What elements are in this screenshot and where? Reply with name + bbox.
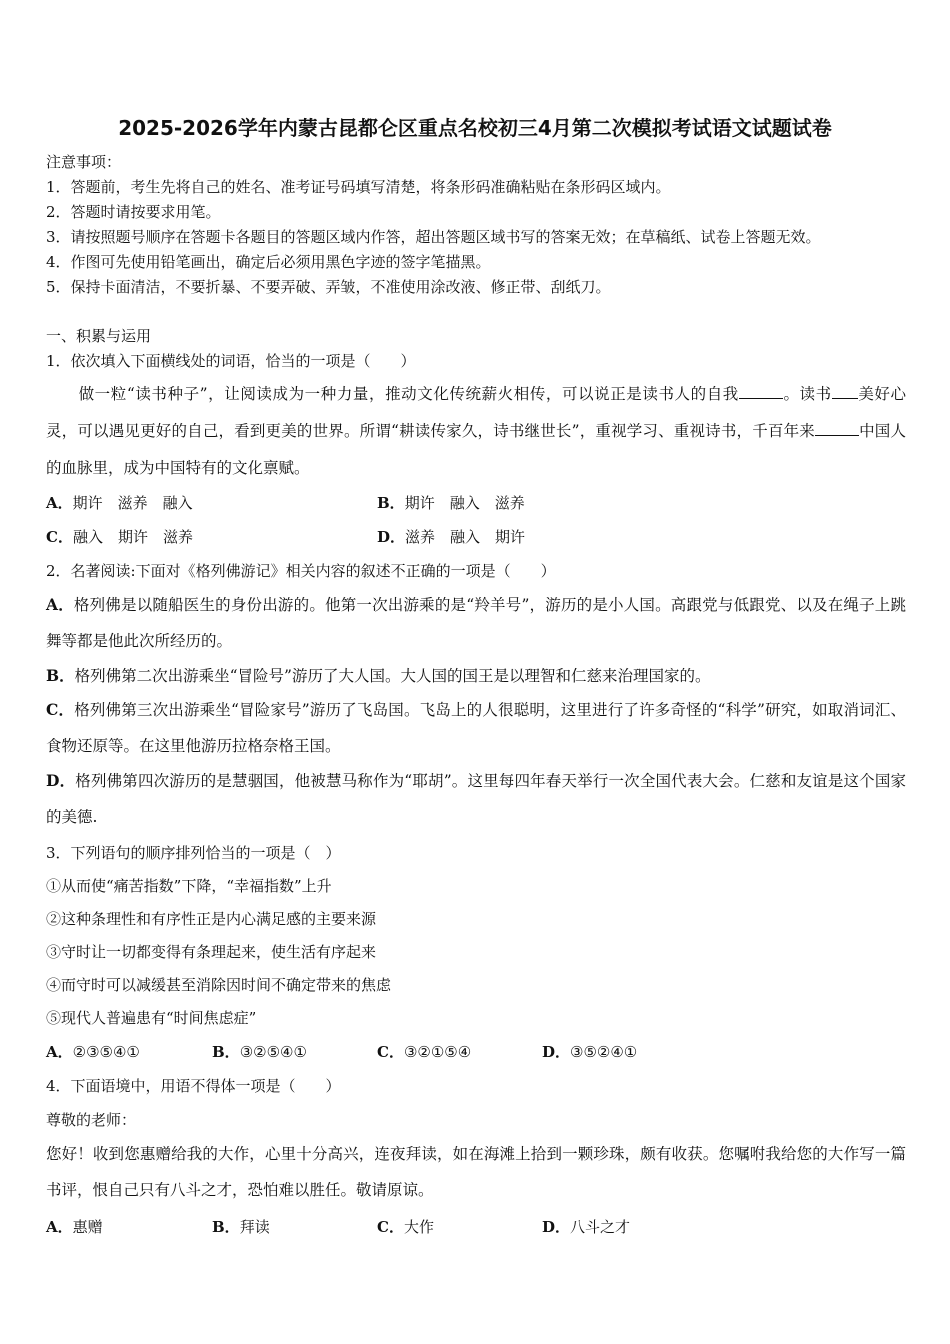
option-text: 期许 滋养 融入	[72, 494, 193, 512]
letter-salutation: 尊敬的老师：	[46, 1111, 137, 1129]
option-d	[542, 1042, 637, 1062]
option-c	[46, 527, 193, 547]
notice-item: 4．作图可先使用铅笔画出，确定后必须用黑色字迹的签字笔描黑。	[46, 253, 491, 271]
option-label: D．	[542, 1218, 571, 1236]
option-b	[212, 1042, 307, 1062]
option-label: A．	[46, 494, 73, 512]
passage-text: 美好心灵，可以遇见更好的自己，看到更美的世界。所谓“耕读传家久，诗书继世长”，重视学习、重视诗书，千百年来	[46, 385, 906, 440]
option-b	[377, 493, 525, 513]
option-text: ③⑤②④①	[570, 1043, 638, 1061]
sentence-item: ⑤现代人普遍患有“时间焦虑症”	[46, 1009, 257, 1027]
notice-item: 3．请按照题号顺序在答题卡各题目的答题区域内作答，超出答题区域书写的答案无效；在草稿纸、试卷上答题无效。	[46, 228, 821, 246]
option-a	[46, 1042, 140, 1062]
option-label: C．	[46, 700, 75, 719]
passage-text: 中国人的血脉里，成为中国特有的文化禀赋。	[46, 422, 906, 477]
option-text: 大作	[403, 1218, 434, 1236]
letter-body: 您好！收到您惠赠给我的大作，心里十分高兴，连夜拜读，如在海滩上拾到一颗珍珠，颇有收获。您嘱咐我给您的大作写一篇书评，恨自己只有八斗之才，恐怕难以胜任。敬请原谅。	[46, 1145, 906, 1199]
option-text: ②③⑤④①	[72, 1043, 140, 1061]
answer-blank	[739, 384, 783, 399]
option-d	[542, 1217, 630, 1237]
option-label: A．	[46, 1043, 73, 1061]
option-text: 格列佛第四次游历的是慧骃国，他被慧马称作为“耶胡”。这里每四年春天举行一次全国代表大会。仁慈和友谊是这个国家的美德.	[46, 772, 906, 826]
option-text: 惠赠	[72, 1218, 103, 1236]
notice-heading: 注意事项：	[46, 153, 122, 171]
option-text: 格列佛是以随船医生的身份出游的。他第一次出游乘的是“羚羊号”，游历的是小人国。高跟党与低跟党、以及在绳子上跳舞等都是他此次所经历的。	[46, 596, 906, 650]
section-heading: 一、积累与运用	[46, 327, 152, 345]
option-b	[46, 658, 906, 694]
option-text: ③②⑤④①	[239, 1043, 307, 1061]
notice-item: 1．答题前，考生先将自己的姓名、准考证号码填写清楚，将条形码准确粘贴在条形码区域内。	[46, 178, 671, 196]
option-text: 期许 融入 滋养	[404, 494, 525, 512]
passage-text: 。读书	[782, 385, 832, 403]
notice-item: 2．答题时请按要求用笔。	[46, 203, 221, 221]
option-label: C．	[377, 1218, 404, 1236]
option-label: D．	[542, 1043, 571, 1061]
option-a	[46, 587, 906, 659]
option-label: A．	[46, 1218, 73, 1236]
option-label: A．	[46, 595, 74, 614]
exam-title: 2025-2026学年内蒙古昆都仑区重点名校初三4月第二次模拟考试语文试题试卷	[118, 116, 832, 140]
option-d	[46, 763, 906, 835]
option-text: 格列佛第二次出游乘坐“冒险号”游历了大人国。大人国的国王是以理智和仁慈来治理国家的。	[74, 667, 711, 685]
question-1-stem: 1．依次填入下面横线处的词语，恰当的一项是（ ）	[46, 352, 416, 370]
option-text: 融入 期许 滋养	[72, 528, 193, 546]
question-3-stem: 3．下列语句的顺序排列恰当的一项是（ ）	[46, 844, 341, 862]
answer-blank	[832, 384, 858, 399]
option-label: C．	[46, 528, 73, 546]
sentence-item: ③守时让一切都变得有条理起来，使生活有序起来	[46, 943, 377, 961]
question-4-stem: 4．下面语境中，用语不得体一项是（ ）	[46, 1077, 341, 1095]
option-label: D．	[377, 528, 406, 546]
option-c	[377, 1042, 471, 1062]
option-text: 拜读	[239, 1218, 270, 1236]
option-label: C．	[377, 1043, 404, 1061]
notice-item: 5．保持卡面清洁，不要折暴、不要弄破、弄皱，不准使用涂改液、修正带、刮纸刀。	[46, 278, 611, 296]
option-a	[46, 493, 193, 513]
option-text: ③②①⑤④	[403, 1043, 472, 1061]
option-text: 八斗之才	[570, 1218, 631, 1236]
option-b	[212, 1217, 270, 1237]
passage-text: 做一粒“读书种子”，让阅读成为一种力量，推动文化传统薪火相传，可以说正是读书人的自我	[78, 385, 739, 403]
option-label: B．	[212, 1043, 240, 1061]
option-text: 格列佛第三次出游乘坐“冒险家号”游历了飞岛国。飞岛上的人很聪明，这里进行了许多奇怪的“科学”研究，如取消词汇、食物还原等。在这里他游历拉格奈格王国。	[46, 701, 907, 755]
option-label: D．	[46, 771, 76, 790]
option-label: B．	[46, 666, 75, 685]
question-2-stem: 2．名著阅读:下面对《格列佛游记》相关内容的叙述不正确的一项是（ ）	[46, 562, 556, 580]
sentence-item: ②这种条理性和有序性正是内心满足感的主要来源	[46, 910, 377, 928]
option-label: B．	[377, 494, 405, 512]
sentence-item: ④而守时可以减缓甚至消除因时间不确定带来的焦虑	[46, 976, 392, 994]
option-a	[46, 1217, 103, 1237]
answer-blank	[815, 421, 859, 436]
option-c	[46, 692, 906, 764]
option-c	[377, 1217, 434, 1237]
question-1-passage	[46, 376, 906, 487]
sentence-item: ①从而使“痛苦指数”下降，“幸福指数”上升	[46, 877, 332, 895]
option-text: 滋养 融入 期许	[405, 528, 526, 546]
option-label: B．	[212, 1218, 240, 1236]
option-d	[377, 527, 525, 547]
